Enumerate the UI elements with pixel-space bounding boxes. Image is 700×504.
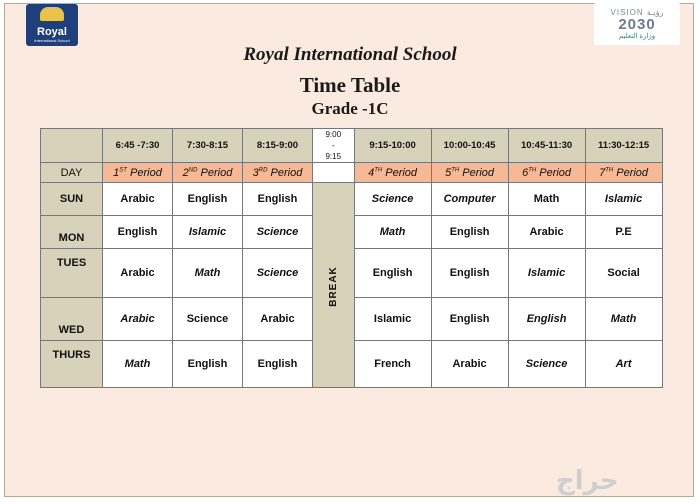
period-label: 6TH Period <box>508 163 585 183</box>
period-label: 1ST Period <box>103 163 173 183</box>
period-label: 2ND Period <box>173 163 243 183</box>
subject-cell: English <box>243 341 313 388</box>
subject-cell: English <box>354 249 431 298</box>
school-name: Royal International School <box>243 44 457 65</box>
time-header-row <box>41 129 663 163</box>
subject-cell: Computer <box>431 183 508 216</box>
subject-cell: English <box>173 341 243 388</box>
subject-cell: Math <box>354 216 431 249</box>
vision-year: 2030 <box>618 15 656 33</box>
subject-cell: Science <box>243 216 313 249</box>
subject-cell: Art <box>585 341 662 388</box>
subject-cell: Arabic <box>243 298 313 341</box>
subject-cell: Science <box>508 341 585 388</box>
subject-cell: Arabic <box>508 216 585 249</box>
crown-icon <box>40 7 64 21</box>
subject-cell: Arabic <box>103 249 173 298</box>
subject-cell: Arabic <box>431 341 508 388</box>
vision-2030-logo <box>594 3 680 45</box>
corner-cell <box>41 129 103 163</box>
subject-cell: Math <box>173 249 243 298</box>
haraj-watermark: حراج <box>556 466 619 496</box>
time-slot: 7:30-8:15 <box>173 129 243 163</box>
day-row-sun <box>41 183 663 216</box>
period-label: 4TH Period <box>354 163 431 183</box>
subject-cell: English <box>431 216 508 249</box>
break-time-slot: 9:00 - 9:15 <box>313 129 355 163</box>
time-slot: 10:00-10:45 <box>431 129 508 163</box>
vision-label: VISION رؤيـة <box>610 7 664 17</box>
day-name: WED <box>41 298 103 341</box>
ministry-label: وزارة التعليم <box>618 32 656 40</box>
subject-cell: English <box>508 298 585 341</box>
timetable <box>40 128 663 388</box>
subject-cell: Science <box>354 183 431 216</box>
subject-cell: English <box>431 298 508 341</box>
break-column <box>313 183 355 388</box>
subject-cell: Islamic <box>354 298 431 341</box>
time-slot: 10:45-11:30 <box>508 129 585 163</box>
subject-cell: Islamic <box>585 183 662 216</box>
day-name: SUN <box>41 183 103 216</box>
subject-cell: Arabic <box>103 183 173 216</box>
day-name: THURS <box>41 341 103 388</box>
subject-cell: French <box>354 341 431 388</box>
subject-cell: English <box>173 183 243 216</box>
logo-text: Royal <box>37 26 67 38</box>
subject-cell: English <box>243 183 313 216</box>
break-label: BREAK <box>327 266 339 307</box>
day-name: TUES <box>41 249 103 298</box>
subject-cell: English <box>103 216 173 249</box>
subject-cell: P.E <box>585 216 662 249</box>
document-title: Time Table <box>299 73 401 97</box>
subject-cell: Science <box>243 249 313 298</box>
logo-subtext: International School <box>34 38 70 43</box>
grade-label: Grade -1C <box>311 99 389 118</box>
subject-cell: Math <box>585 298 662 341</box>
day-column-label: DAY <box>41 163 103 183</box>
time-slot: 9:15-10:00 <box>354 129 431 163</box>
time-slot: 8:15-9:00 <box>243 129 313 163</box>
period-label: 5TH Period <box>431 163 508 183</box>
period-label: 3RD Period <box>243 163 313 183</box>
time-slot: 6:45 -7:30 <box>103 129 173 163</box>
subject-cell: Math <box>508 183 585 216</box>
school-logo <box>26 4 78 46</box>
subject-cell: Science <box>173 298 243 341</box>
period-header-row <box>41 163 663 183</box>
subject-cell: Math <box>103 341 173 388</box>
time-slot: 11:30-12:15 <box>585 129 662 163</box>
subject-cell: Social <box>585 249 662 298</box>
subject-cell: Islamic <box>173 216 243 249</box>
period-label: 7TH Period <box>585 163 662 183</box>
subject-cell: Islamic <box>508 249 585 298</box>
day-name: MON <box>41 216 103 249</box>
subject-cell: English <box>431 249 508 298</box>
subject-cell: Arabic <box>103 298 173 341</box>
break-period-cell <box>313 163 355 183</box>
